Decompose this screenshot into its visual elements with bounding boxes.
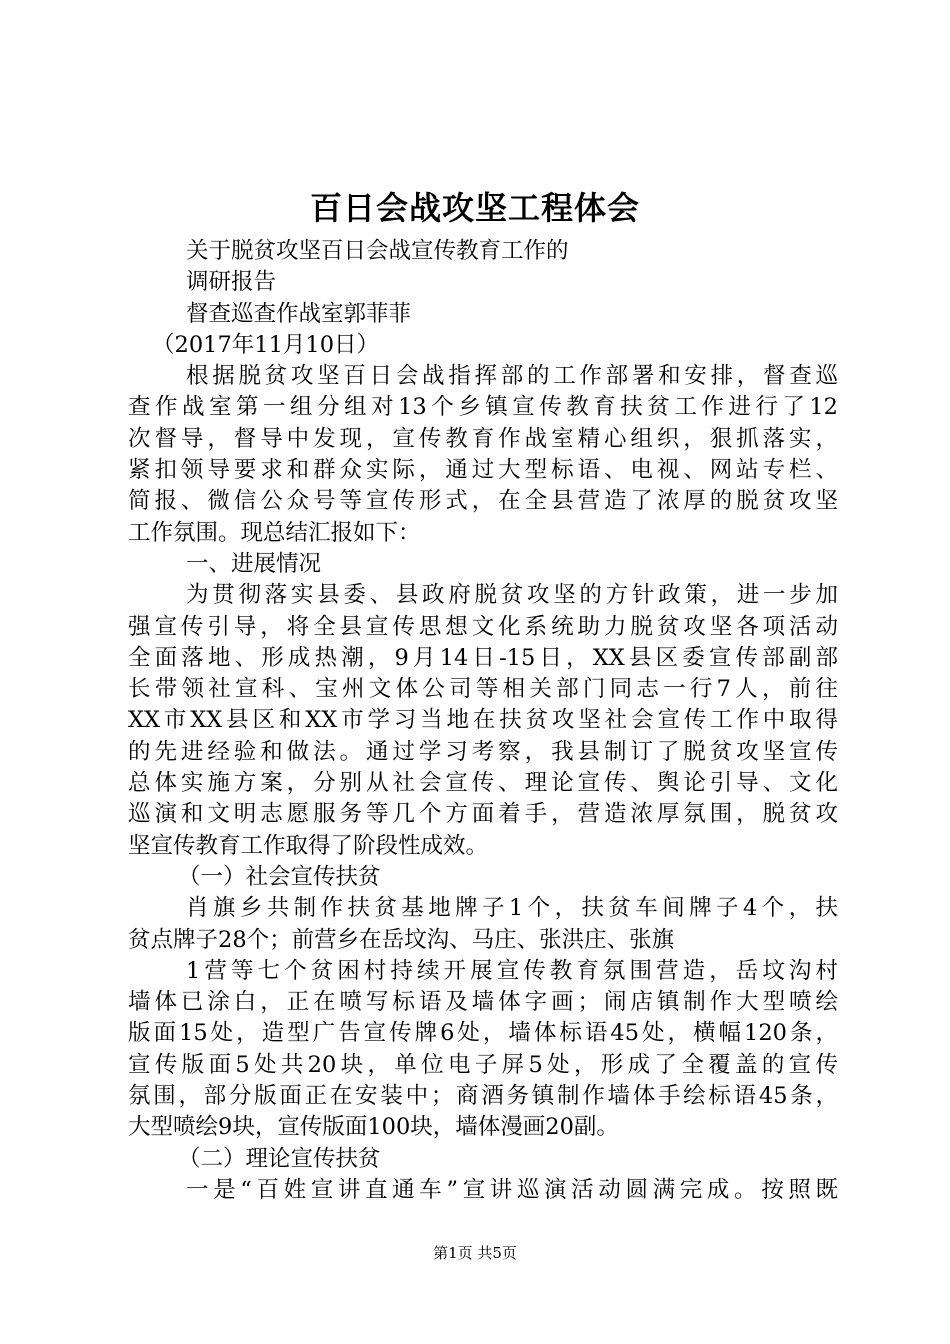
paragraph-line: 长带领社宣科、宝州文体公司等相关部门同志一行7人，前往 [128,676,838,703]
paragraph-line: 1营等七个贫困村持续开展宣传教育氛围营造，岳坟沟村 [186,957,838,984]
paragraph-line: 全面落地、形成热潮，9月14日-15日，XX县区委宣传部副部 [128,644,838,671]
paragraph-line: 版面15处，造型广告宣传牌6处，墙体标语45处，横幅120条， [128,1020,838,1047]
paragraph-line: 紧扣领导要求和群众实际，通过大型标语、电视、网站专栏、 [128,457,838,484]
paragraph-line: 大型喷绘9块，宣传版面100块，墙体漫画20副。 [128,1114,619,1141]
paragraph-line: 肖旗乡共制作扶贫基地牌子1个，扶贫车间牌子4个，扶 [186,895,838,922]
paragraph-line: 工作氛围。现总结汇报如下： [128,519,421,546]
subsection-heading: （一）社会宣传扶贫 [178,863,381,890]
paragraph-line: 的先进经验和做法。通过学习考察，我县制订了脱贫攻坚宣传 [128,738,838,765]
paragraph-line: 次督导，督导中发现，宣传教育作战室精心组织，狠抓落实， [128,425,838,452]
paragraph-line: 氛围，部分版面正在安装中；商酒务镇制作墙体手绘标语45条， [128,1083,838,1110]
paragraph-line: 一是“百姓宣讲直通车”宣讲巡演活动圆满完成。按照既 [186,1176,838,1203]
paragraph-line: 巡演和文明志愿服务等几个方面着手，营造浓厚氛围，脱贫攻 [128,801,838,828]
document-title: 百日会战攻坚工程体会 [309,189,640,227]
paragraph-line: 查作战室第一组分组对13个乡镇宣传教育扶贫工作进行了12 [128,394,838,421]
section-heading: 一、进展情况 [186,550,322,577]
paragraph-line: 简报、微信公众号等宣传形式，在全县营造了浓厚的脱贫攻坚 [128,488,838,515]
report-author: 督查巡查作战室郭菲菲 [186,300,412,327]
paragraph-line: 坚宣传教育工作取得了阶段性成效。 [128,832,489,859]
document-body [128,236,838,1206]
paragraph-line: 贫点牌子28个；前营乡在岳坟沟、马庄、张洪庄、张旗 [128,926,675,953]
report-title-line-1: 关于脱贫攻坚百日会战宣传教育工作的 [186,238,569,264]
paragraph-line: 宣传版面5处共20块，单位电子屏5处，形成了全覆盖的宣传 [128,1051,838,1078]
paragraph-line: 墙体已涂白，正在喷写标语及墙体字画；闹店镇制作大型喷绘 [128,989,838,1016]
paragraph-line: 为贯彻落实县委、县政府脱贫攻坚的方针政策，进一步加 [186,582,838,609]
paragraph-line: 根据脱贫攻坚百日会战指挥部的工作部署和安排，督查巡 [186,363,838,390]
report-title-line-2: 调研报告 [186,269,277,296]
paragraph-line: 强宣传引导，将全县宣传思想文化系统助力脱贫攻坚各项活动 [128,613,838,640]
page-number-footer: 第1页 共5页 [433,1244,517,1262]
subsection-heading: （二）理论宣传扶贫 [178,1145,381,1172]
report-date: （2017年11月10日） [152,331,380,358]
paragraph-line: XX市XX县区和XX市学习当地在扶贫攻坚社会宣传工作中取得 [128,707,838,734]
paragraph-line: 总体实施方案，分别从社会宣传、理论宣传、舆论引导、文化 [128,770,838,797]
